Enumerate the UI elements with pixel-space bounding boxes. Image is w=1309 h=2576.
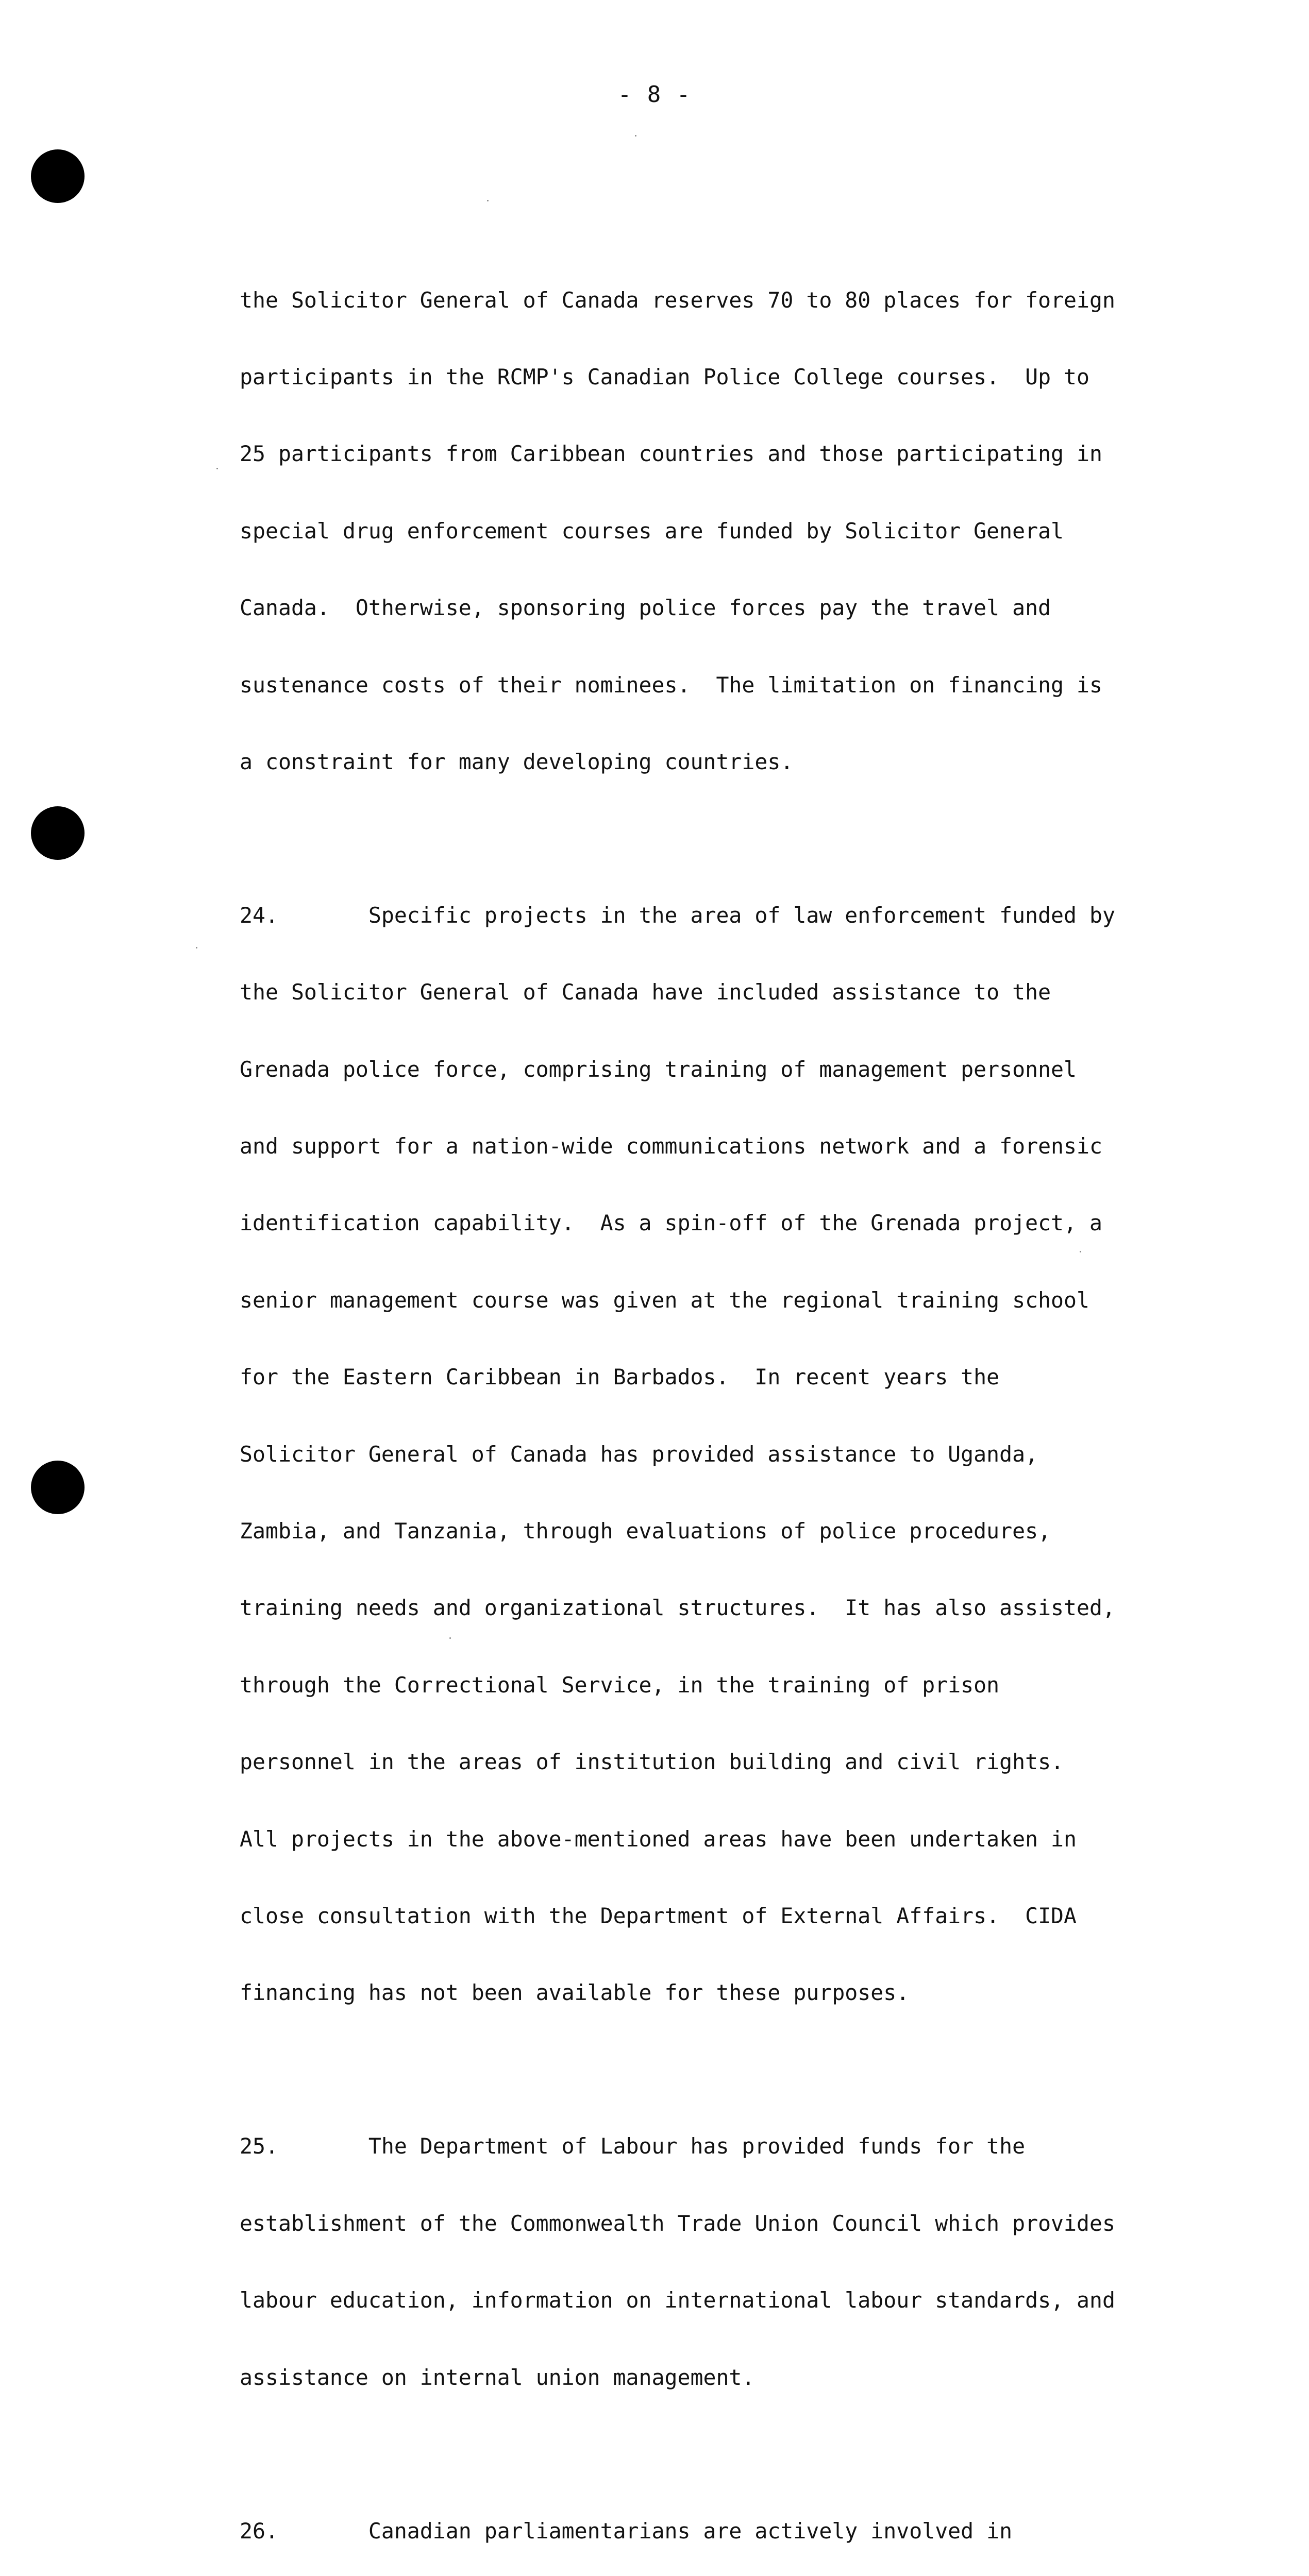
paragraph-26 xyxy=(240,2467,1167,2576)
text-line: special drug enforcement courses are funded by Solicitor General xyxy=(240,518,1064,544)
paragraph-24 xyxy=(240,851,1167,2057)
text-line: identification capability. As a spin-off of the Grenada project, a xyxy=(240,1210,1103,1236)
text-line: training needs and organizational structures. It has also assisted, xyxy=(240,1595,1115,1621)
page-number: - 8 - xyxy=(617,81,692,108)
scan-speck xyxy=(487,200,489,201)
text-line: financing has not been available for these purposes. xyxy=(240,1980,910,2006)
text-line: senior management course was given at the regional training school xyxy=(240,1287,1090,1313)
text-line: Zambia, and Tanzania, through evaluations of police procedures, xyxy=(240,1518,1051,1544)
text-line: close consultation with the Department of External Affairs. CIDA xyxy=(240,1903,1077,1928)
text-line: labour education, information on international labour standards, and xyxy=(240,2287,1115,2313)
text-line: participants in the RCMP's Canadian Police College courses. Up to xyxy=(240,364,1090,389)
text-line: the Solicitor General of Canada reserves 70 to 80 places for foreign xyxy=(240,287,1115,313)
punch-hole-middle xyxy=(31,806,85,860)
paragraph-continued xyxy=(240,236,1167,826)
text-line: Solicitor General of Canada has provided assistance to Uganda, xyxy=(240,1441,1038,1467)
text-line: assistance on internal union management. xyxy=(240,2364,755,2390)
text-line: 26. Canadian parliamentarians are actively involved in xyxy=(240,2518,1013,2544)
scan-speck xyxy=(216,468,218,469)
text-line: the Solicitor General of Canada have included assistance to the xyxy=(240,979,1051,1005)
paragraph-25 xyxy=(240,2082,1167,2442)
text-line: personnel in the areas of institution building and civil rights. xyxy=(240,1749,1064,1775)
text-line: establishment of the Commonwealth Trade Union Council which provides xyxy=(240,2210,1115,2236)
scan-speck xyxy=(635,135,636,137)
body-text xyxy=(240,236,1167,2576)
text-line: and support for a nation-wide communications network and a forensic xyxy=(240,1133,1103,1159)
text-line: Canada. Otherwise, sponsoring police forces pay the travel and xyxy=(240,595,1051,621)
text-line: 25. The Department of Labour has provided funds for the xyxy=(240,2133,1026,2159)
text-line: through the Correctional Service, in the training of prison xyxy=(240,1672,1000,1698)
text-line: Grenada police force, comprising training of management personnel xyxy=(240,1056,1077,1082)
text-line: for the Eastern Caribbean in Barbados. In recent years the xyxy=(240,1364,1000,1390)
punch-hole-bottom xyxy=(31,1461,85,1514)
scan-speck xyxy=(196,947,197,948)
text-line: a constraint for many developing countries. xyxy=(240,749,794,774)
text-line: 25 participants from Caribbean countries and those participating in xyxy=(240,441,1103,467)
text-line: sustenance costs of their nominees. The limitation on financing is xyxy=(240,672,1103,698)
text-line: All projects in the above-mentioned areas have been undertaken in xyxy=(240,1826,1077,1852)
punch-hole-top xyxy=(31,149,85,203)
text-line: 24. Specific projects in the area of law enforcement funded by xyxy=(240,902,1115,928)
